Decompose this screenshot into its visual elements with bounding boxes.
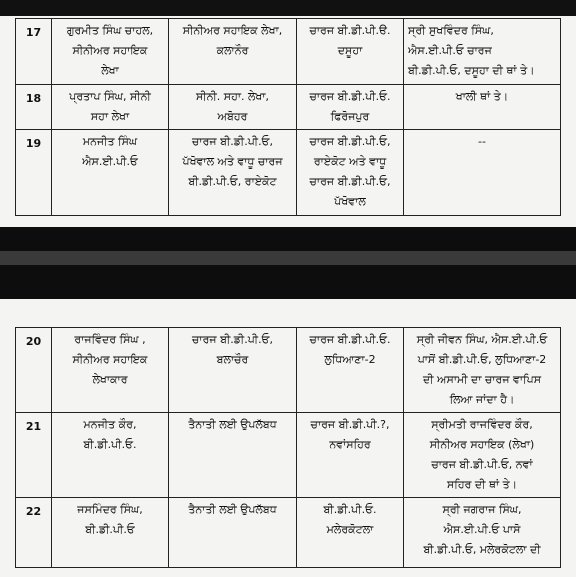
cell-text-line: ਸੀਨੀਅਰ ਸਹਾਇਕ — [72, 44, 148, 57]
cell-text-line: ਪ੍ਰਤਾਪ ਸਿੰਘ, ਸੀਨੀ — [69, 90, 151, 103]
remarks-cell — [404, 19, 561, 85]
current-post-cell — [169, 498, 297, 568]
new-charge-cell — [297, 130, 404, 216]
cell-text-line: ਚਾਰਜ ਬੀ.ਡੀ.ਪੀ.ਓ. — [309, 333, 391, 346]
cell-text-line: ਪੱਖੋਵਾਲ ਅਤੇ ਵਾਧੂ ਚਾਰਜ — [182, 155, 283, 168]
cell-text-line: ਐਸ.ਈ.ਪੀ.ਓ ਚਾਰਜ — [408, 44, 492, 57]
cell-text-line: ਬਲਾਚੌਰ — [216, 353, 249, 366]
cell-text-line: ਬੀ.ਡੀ.ਪੀ.ਓ, ਰਾਏਕੋਟ — [188, 175, 277, 188]
current-post-cell — [169, 19, 297, 85]
cell-text-line: -- — [478, 135, 486, 148]
current-post-cell — [169, 328, 297, 413]
cell-text-line: ਕਲਾਨੌਰ — [216, 44, 249, 57]
remarks-cell — [404, 498, 561, 568]
cell-text-line: ਪੱਖੋਵਾਲ — [334, 195, 366, 208]
cell-text-line: ਮਨਜੀਤ ਕੌਰ, — [83, 418, 137, 431]
serial-number-cell: 22 — [16, 498, 52, 568]
employee-name-cell — [52, 19, 169, 85]
new-charge-cell — [297, 85, 404, 130]
cell-text-line: ਚਾਰਜ ਬੀ.ਡੀ.ਪੀ.ਓ, — [192, 135, 273, 148]
page-separator — [0, 227, 576, 299]
current-post-cell — [169, 85, 297, 130]
serial-number-cell: 17 — [16, 19, 52, 85]
top-dark-edge — [0, 0, 576, 16]
serial-number-cell: 21 — [16, 413, 52, 498]
cell-text-line: ਰਾਜਵਿੰਦਰ ਸਿੰਘ , — [74, 333, 146, 346]
cell-text-line: ਸਹਿਰ ਦੀ ਥਾਂ ਤੇ। — [446, 478, 518, 491]
cell-text-line: ਬੀ.ਡੀ.ਪੀ.ਓ, ਮਲੇਰਕੋਟਲਾ ਦੀ — [423, 543, 541, 556]
cell-text-line: ਲੇਖਾ — [101, 64, 119, 77]
cell-text-line: ਸੀਨੀਅਰ ਸਹਾਇਕ — [72, 353, 148, 366]
cell-text-line: ਚਾਰਜ ਬੀ.ਡੀ.ਪੀ.ਓ, ਨਵਾਂ — [431, 458, 533, 471]
cell-text-line: ਸ੍ਰੀ ਜੀਵਨ ਸਿੰਘ, ਐਸ.ਈ.ਪੀ.ਓ — [416, 333, 548, 346]
cell-text-line: ਰਾਏਕੋਟ ਅਤੇ ਵਾਧੂ — [313, 155, 387, 168]
cell-text-line: ਲਿਆ ਜਾਂਦਾ ਹੈ। — [449, 393, 515, 406]
serial-number-cell: 20 — [16, 328, 52, 413]
remarks-cell — [404, 328, 561, 413]
cell-text-line: ਚਾਰਜ ਬੀ.ਡੀ.ਪੀ.ਓ, — [309, 175, 391, 188]
table-row — [16, 413, 561, 498]
cell-text-line: ਸ੍ਰੀ ਸੁਖਵਿੰਦਰ ਸਿੰਘ, — [408, 24, 494, 37]
new-charge-cell — [297, 498, 404, 568]
document-page-bottom — [0, 299, 576, 577]
cell-text-line: ਚਾਰਜ ਬੀ.ਡੀ.ਪੀ.?, — [310, 418, 390, 431]
cell-text-line: ਤੈਨਾਤੀ ਲਈ ਉਪਲੱਬਧ — [188, 418, 277, 431]
cell-text-line: ਸਹਾ ਲੇਖਾ — [90, 110, 130, 123]
document-page-top — [0, 16, 576, 227]
employee-name-cell — [52, 498, 169, 568]
cell-text-line: ਦਸੂਹਾ — [337, 44, 363, 57]
cell-text-line: ਲੁਧਿਆਣਾ-2 — [324, 353, 376, 366]
cell-text-line: ਖਾਲੀ ਥਾਂ ਤੇ। — [455, 90, 509, 103]
cell-text-line: ਪਾਸੋਂ ਬੀ.ਡੀ.ਪੀ.ਓ, ਲੁਧਿਆਣਾ-2 — [417, 353, 547, 366]
remarks-cell — [404, 130, 561, 216]
table-row — [16, 328, 561, 413]
current-post-cell — [169, 130, 297, 216]
cell-text-line: ਅਬੋਹਰ — [217, 110, 248, 123]
cell-text-line: ਬੀ.ਡੀ.ਪੀ.ਓ, ਦਸੂਹਾ ਦੀ ਥਾਂ ਤੇ। — [408, 64, 535, 77]
table-row — [16, 85, 561, 130]
remarks-cell — [404, 413, 561, 498]
transfer-table-bottom — [15, 327, 561, 568]
cell-text-line: ਮਲੇਰਕੋਟਲਾ — [326, 523, 374, 536]
new-charge-cell — [297, 413, 404, 498]
serial-number-cell: 19 — [16, 130, 52, 216]
cell-text-line: ਚਾਰਜ ਬੀ.ਡੀ.ਪੀ.ਓ, — [309, 135, 391, 148]
cell-text-line: ਲੇਖਾਕਾਰ — [92, 373, 128, 386]
cell-text-line: ਸ੍ਰੀ ਜਗਰਾਜ ਸਿੰਘ, — [442, 503, 522, 516]
employee-name-cell — [52, 85, 169, 130]
employee-name-cell — [52, 413, 169, 498]
cell-text-line: ਨਵਾਂਸਹਿਰ — [329, 438, 371, 451]
cell-text-line: ਦੀ ਅਸਾਮੀ ਦਾ ਚਾਰਜ ਵਾਪਿਸ — [422, 373, 542, 386]
cell-text-line: ਗੁਰਮੀਤ ਸਿੰਘ ਚਾਹਲ, — [66, 24, 154, 37]
remarks-cell — [404, 85, 561, 130]
employee-name-cell — [52, 328, 169, 413]
cell-text-line: ਬੀ.ਡੀ.ਪੀ.ਓ. — [323, 503, 377, 516]
cell-text-line: ਸੀਨੀਅਰ ਸਹਾਇਕ ਲੇਖਾ, — [182, 24, 283, 37]
cell-text-line: ਚਾਰਜ ਬੀ.ਡੀ.ਪੀ.ੳ. — [309, 24, 391, 37]
new-charge-cell — [297, 328, 404, 413]
serial-number-cell: 18 — [16, 85, 52, 130]
cell-text-line: ਮਨਜੀਤ ਸਿੰਘ — [82, 135, 138, 148]
cell-text-line: ਸੀਨੀਅਰ ਸਹਾਇਕ (ਲੇਖਾ) — [429, 438, 535, 451]
table-row — [16, 19, 561, 85]
cell-text-line: ਐਸ.ਈ.ਪੀ.ਓ — [82, 155, 138, 168]
cell-text-line: ਬੀ.ਡੀ.ਪੀ.ਓ. — [83, 438, 137, 451]
cell-text-line: ਜਸਮਿੰਦਰ ਸਿੰਘ, — [77, 503, 143, 516]
cell-text-line: ਸ੍ਰੀਮਤੀ ਰਾਜਵਿੰਦਰ ਕੌਰ, — [431, 418, 533, 431]
transfer-table-top — [15, 18, 561, 216]
cell-text-line: ਚਾਰਜ ਬੀ.ਡੀ.ਪੀ.ਓ, — [192, 333, 273, 346]
cell-text-line: ਤੈਨਾਤੀ ਲਈ ਉਪਲੱਬਧ — [188, 503, 277, 516]
cell-text-line: ਸੀਨੀ. ਸਹਾ. ਲੇਖਾ, — [195, 90, 270, 103]
cell-text-line: ਬੀ.ਡੀ.ਪੀ.ਓ — [85, 523, 135, 536]
cell-text-line: ਚਾਰਜ ਬੀ.ਡੀ.ਪੀ.ਓ. — [309, 90, 391, 103]
cell-text-line: ਐਸ.ਈ.ਪੀ.ਓ ਪਾਸੋ — [443, 523, 521, 536]
cell-text-line: ਫਿਰੋਜਪੁਰ — [330, 110, 370, 123]
new-charge-cell — [297, 19, 404, 85]
employee-name-cell — [52, 130, 169, 216]
current-post-cell — [169, 413, 297, 498]
table-row — [16, 130, 561, 216]
table-row — [16, 498, 561, 568]
